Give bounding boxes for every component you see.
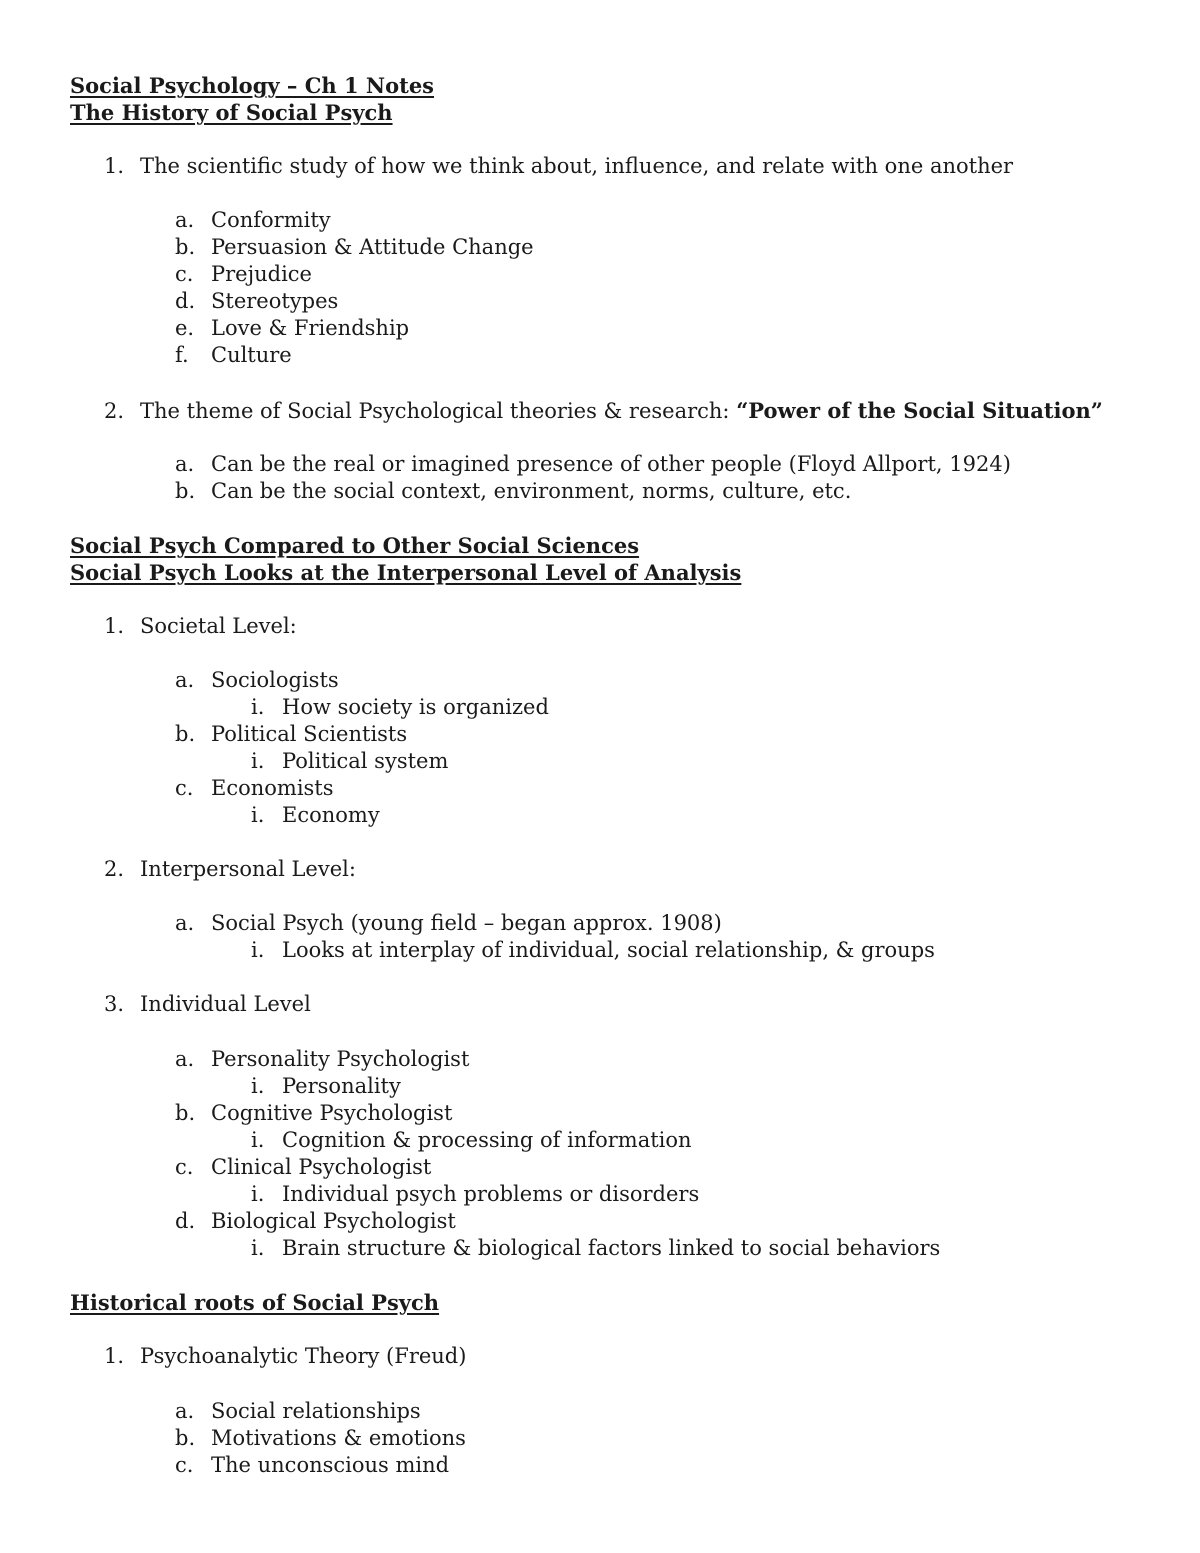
list-item bbox=[251, 694, 549, 721]
list-marker: i. bbox=[251, 1236, 265, 1260]
list-item-text: Individual Level bbox=[140, 992, 311, 1016]
list-marker: b. bbox=[175, 479, 196, 503]
list-item bbox=[251, 802, 380, 829]
list-marker: d. bbox=[175, 289, 196, 313]
list-item-text: The scientific study of how we think about, influence, and relate with one another bbox=[140, 154, 1014, 178]
list-item-text: Biological Psychologist bbox=[211, 1209, 456, 1233]
list-item bbox=[175, 721, 407, 748]
list-marker: 2. bbox=[104, 857, 125, 881]
list-item-text: Stereotypes bbox=[211, 289, 339, 313]
list-item-text: Interpersonal Level: bbox=[140, 857, 356, 881]
list-item bbox=[175, 234, 534, 261]
document-title: Social Psychology – Ch 1 Notes bbox=[70, 73, 435, 98]
list-item-text: Culture bbox=[211, 343, 292, 367]
section-heading-roots: Historical roots of Social Psych bbox=[70, 1290, 440, 1315]
list-item bbox=[175, 1398, 421, 1425]
list-item bbox=[175, 315, 409, 342]
list-item-text: How society is organized bbox=[282, 695, 549, 719]
list-marker: a. bbox=[175, 452, 195, 476]
list-marker: a. bbox=[175, 208, 195, 232]
list-item-text: Personality Psychologist bbox=[211, 1047, 470, 1071]
section-heading-compared: Social Psych Compared to Other Social Sciences bbox=[70, 533, 640, 558]
list-item-text: Economy bbox=[282, 803, 380, 827]
list-item-text: Personality bbox=[282, 1074, 401, 1098]
list-item bbox=[175, 910, 722, 937]
list-item-text: Persuasion & Attitude Change bbox=[211, 235, 534, 259]
list-marker: i. bbox=[251, 938, 265, 962]
list-item-text: Social Psych (young field – began approx. 1908) bbox=[211, 911, 722, 935]
list-item bbox=[175, 1208, 456, 1235]
list-item bbox=[251, 748, 448, 775]
section-heading-levels: Social Psych Looks at the Interpersonal Level of Analysis bbox=[70, 560, 742, 585]
list-item bbox=[251, 1073, 401, 1100]
list-item bbox=[175, 667, 339, 694]
list-item-text: Political Scientists bbox=[211, 722, 408, 746]
list-marker: b. bbox=[175, 235, 196, 259]
list-marker: a. bbox=[175, 911, 195, 935]
list-item bbox=[175, 1452, 449, 1479]
list-marker: a. bbox=[175, 1399, 195, 1423]
emphasis-text: “Power of the Social Situation” bbox=[736, 398, 1103, 423]
list-item bbox=[104, 991, 311, 1018]
list-item bbox=[251, 1235, 940, 1262]
list-item bbox=[175, 288, 338, 315]
list-marker: b. bbox=[175, 722, 196, 746]
list-item bbox=[175, 261, 312, 288]
list-item-text: Political system bbox=[282, 749, 449, 773]
list-item-text: Sociologists bbox=[211, 668, 339, 692]
list-item bbox=[175, 1425, 466, 1452]
list-item-text: The theme of Social Psychological theories & research: bbox=[140, 399, 737, 423]
list-item bbox=[175, 1046, 469, 1073]
list-item bbox=[175, 478, 851, 505]
list-item bbox=[104, 397, 1103, 425]
list-item-text: Psychoanalytic Theory (Freud) bbox=[140, 1344, 467, 1368]
list-marker: c. bbox=[175, 1453, 194, 1477]
list-item-text: Societal Level: bbox=[140, 614, 297, 638]
list-item-text: Conformity bbox=[211, 208, 331, 232]
list-item bbox=[175, 207, 331, 234]
list-item-text: Social relationships bbox=[211, 1399, 421, 1423]
list-item-text: Can be the real or imagined presence of other people (Floyd Allport, 1924) bbox=[211, 452, 1011, 476]
list-item bbox=[175, 1154, 431, 1181]
list-item-text: Love & Friendship bbox=[211, 316, 410, 340]
list-marker: c. bbox=[175, 262, 194, 286]
list-marker: b. bbox=[175, 1426, 196, 1450]
list-item-text: Can be the social context, environment, norms, culture, etc. bbox=[211, 479, 852, 503]
list-marker: c. bbox=[175, 776, 194, 800]
list-item-text: Motivations & emotions bbox=[211, 1426, 466, 1450]
list-marker: 3. bbox=[104, 992, 125, 1016]
list-item-text: Cognitive Psychologist bbox=[211, 1101, 453, 1125]
list-marker: 1. bbox=[104, 614, 125, 638]
list-marker: c. bbox=[175, 1155, 194, 1179]
list-item bbox=[175, 1100, 452, 1127]
list-item-text: The unconscious mind bbox=[211, 1453, 450, 1477]
list-item bbox=[251, 937, 935, 964]
list-item bbox=[104, 613, 297, 640]
list-marker: a. bbox=[175, 1047, 195, 1071]
list-marker: i. bbox=[251, 749, 265, 773]
list-marker: b. bbox=[175, 1101, 196, 1125]
list-marker: f. bbox=[175, 343, 189, 367]
list-item-text: Clinical Psychologist bbox=[211, 1155, 432, 1179]
list-item bbox=[175, 451, 1011, 478]
list-marker: i. bbox=[251, 1074, 265, 1098]
list-item bbox=[104, 856, 356, 883]
list-item bbox=[104, 153, 1013, 180]
list-item-text: Cognition & processing of information bbox=[282, 1128, 692, 1152]
list-marker: 2. bbox=[104, 399, 125, 423]
list-item bbox=[251, 1181, 699, 1208]
list-marker: 1. bbox=[104, 1344, 125, 1368]
list-marker: i. bbox=[251, 803, 265, 827]
section-heading-history: The History of Social Psych bbox=[70, 100, 393, 125]
list-item bbox=[175, 775, 334, 802]
list-marker: e. bbox=[175, 316, 195, 340]
list-item-text: Prejudice bbox=[211, 262, 312, 286]
list-marker: i. bbox=[251, 1182, 265, 1206]
list-marker: 1. bbox=[104, 154, 125, 178]
list-marker: a. bbox=[175, 668, 195, 692]
list-marker: i. bbox=[251, 1128, 265, 1152]
list-item bbox=[175, 342, 292, 369]
list-marker: i. bbox=[251, 695, 265, 719]
list-item-text: Looks at interplay of individual, social relationship, & groups bbox=[282, 938, 935, 962]
list-item-text: Brain structure & biological factors linked to social behaviors bbox=[282, 1236, 941, 1260]
list-item-text: Economists bbox=[211, 776, 334, 800]
list-item bbox=[104, 1343, 466, 1370]
list-marker: d. bbox=[175, 1209, 196, 1233]
list-item bbox=[251, 1127, 692, 1154]
list-item-text: Individual psych problems or disorders bbox=[282, 1182, 700, 1206]
